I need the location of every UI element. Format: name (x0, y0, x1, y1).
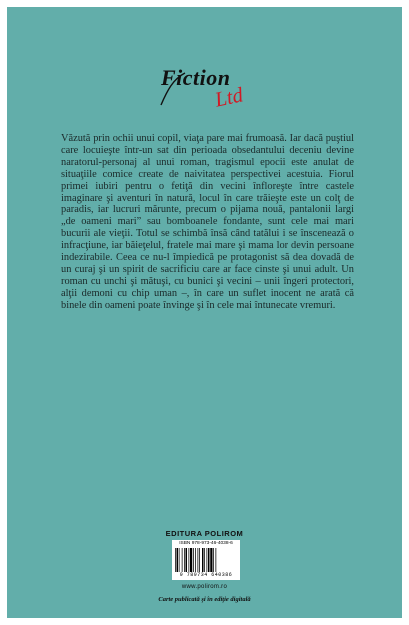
logo-fiction-text: Fiction (161, 65, 231, 90)
fiction-ltd-logo (157, 65, 277, 125)
publisher-name: EDITURA POLIROM (165, 529, 244, 538)
book-back-cover (7, 7, 402, 618)
digital-edition-note: Carte publicată şi în ediţie digitală (158, 596, 251, 603)
isbn-number: ISBN 978-973-46-4038-6 (179, 541, 233, 546)
book-blurb: Văzută prin ochii unui copil, viaţa pare mai frumoasă. Iar dacă puştiul care locuieşte într-un sat din perioada obsedantului deceniu devine naratorul-personaj al unui roman, tragismul epocii este anulat de situaţiile comice create de naivitatea perspectivei acestuia. Fiorul primei iubiri pentru o fetiţă din vecini înfloreşte între castele imaginare şi aventuri în natură, locul în care trăieşte este un colţ de paradis, iar lucruri mărunte, precum o pijama nouă, pantalonii largi „de oameni mari” sau bomboanele fondante, sunt cele mai mari bucurii ale vieţii. Totul se schimbă însă când tatălui i se înscenează o infracţiune, iar băieţelul, fratele mai mare şi mama lor devin persoane indezirabile. Ceea ce nu-l împiedică pe protagonist să dea dovadă de un curaj şi un spirit de sacrificiu care ar face cinste şi unui adult. Un roman cu unchi şi mătuşi, cu bunici şi vecini – unii îngeri protectori, alţii demoni cu chip uman –, în care un suflet inocent ne arată că binele din oameni poate învinge şi în cele mai întunecate vremuri. (61, 133, 354, 311)
isbn-barcode (172, 540, 240, 580)
logo-ltd-text: Ltd (212, 82, 246, 112)
publisher-website: www.polirom.ro (181, 584, 228, 590)
barcode-digits: 9 789734 640386 (179, 572, 233, 578)
barcode-icon (175, 548, 237, 572)
